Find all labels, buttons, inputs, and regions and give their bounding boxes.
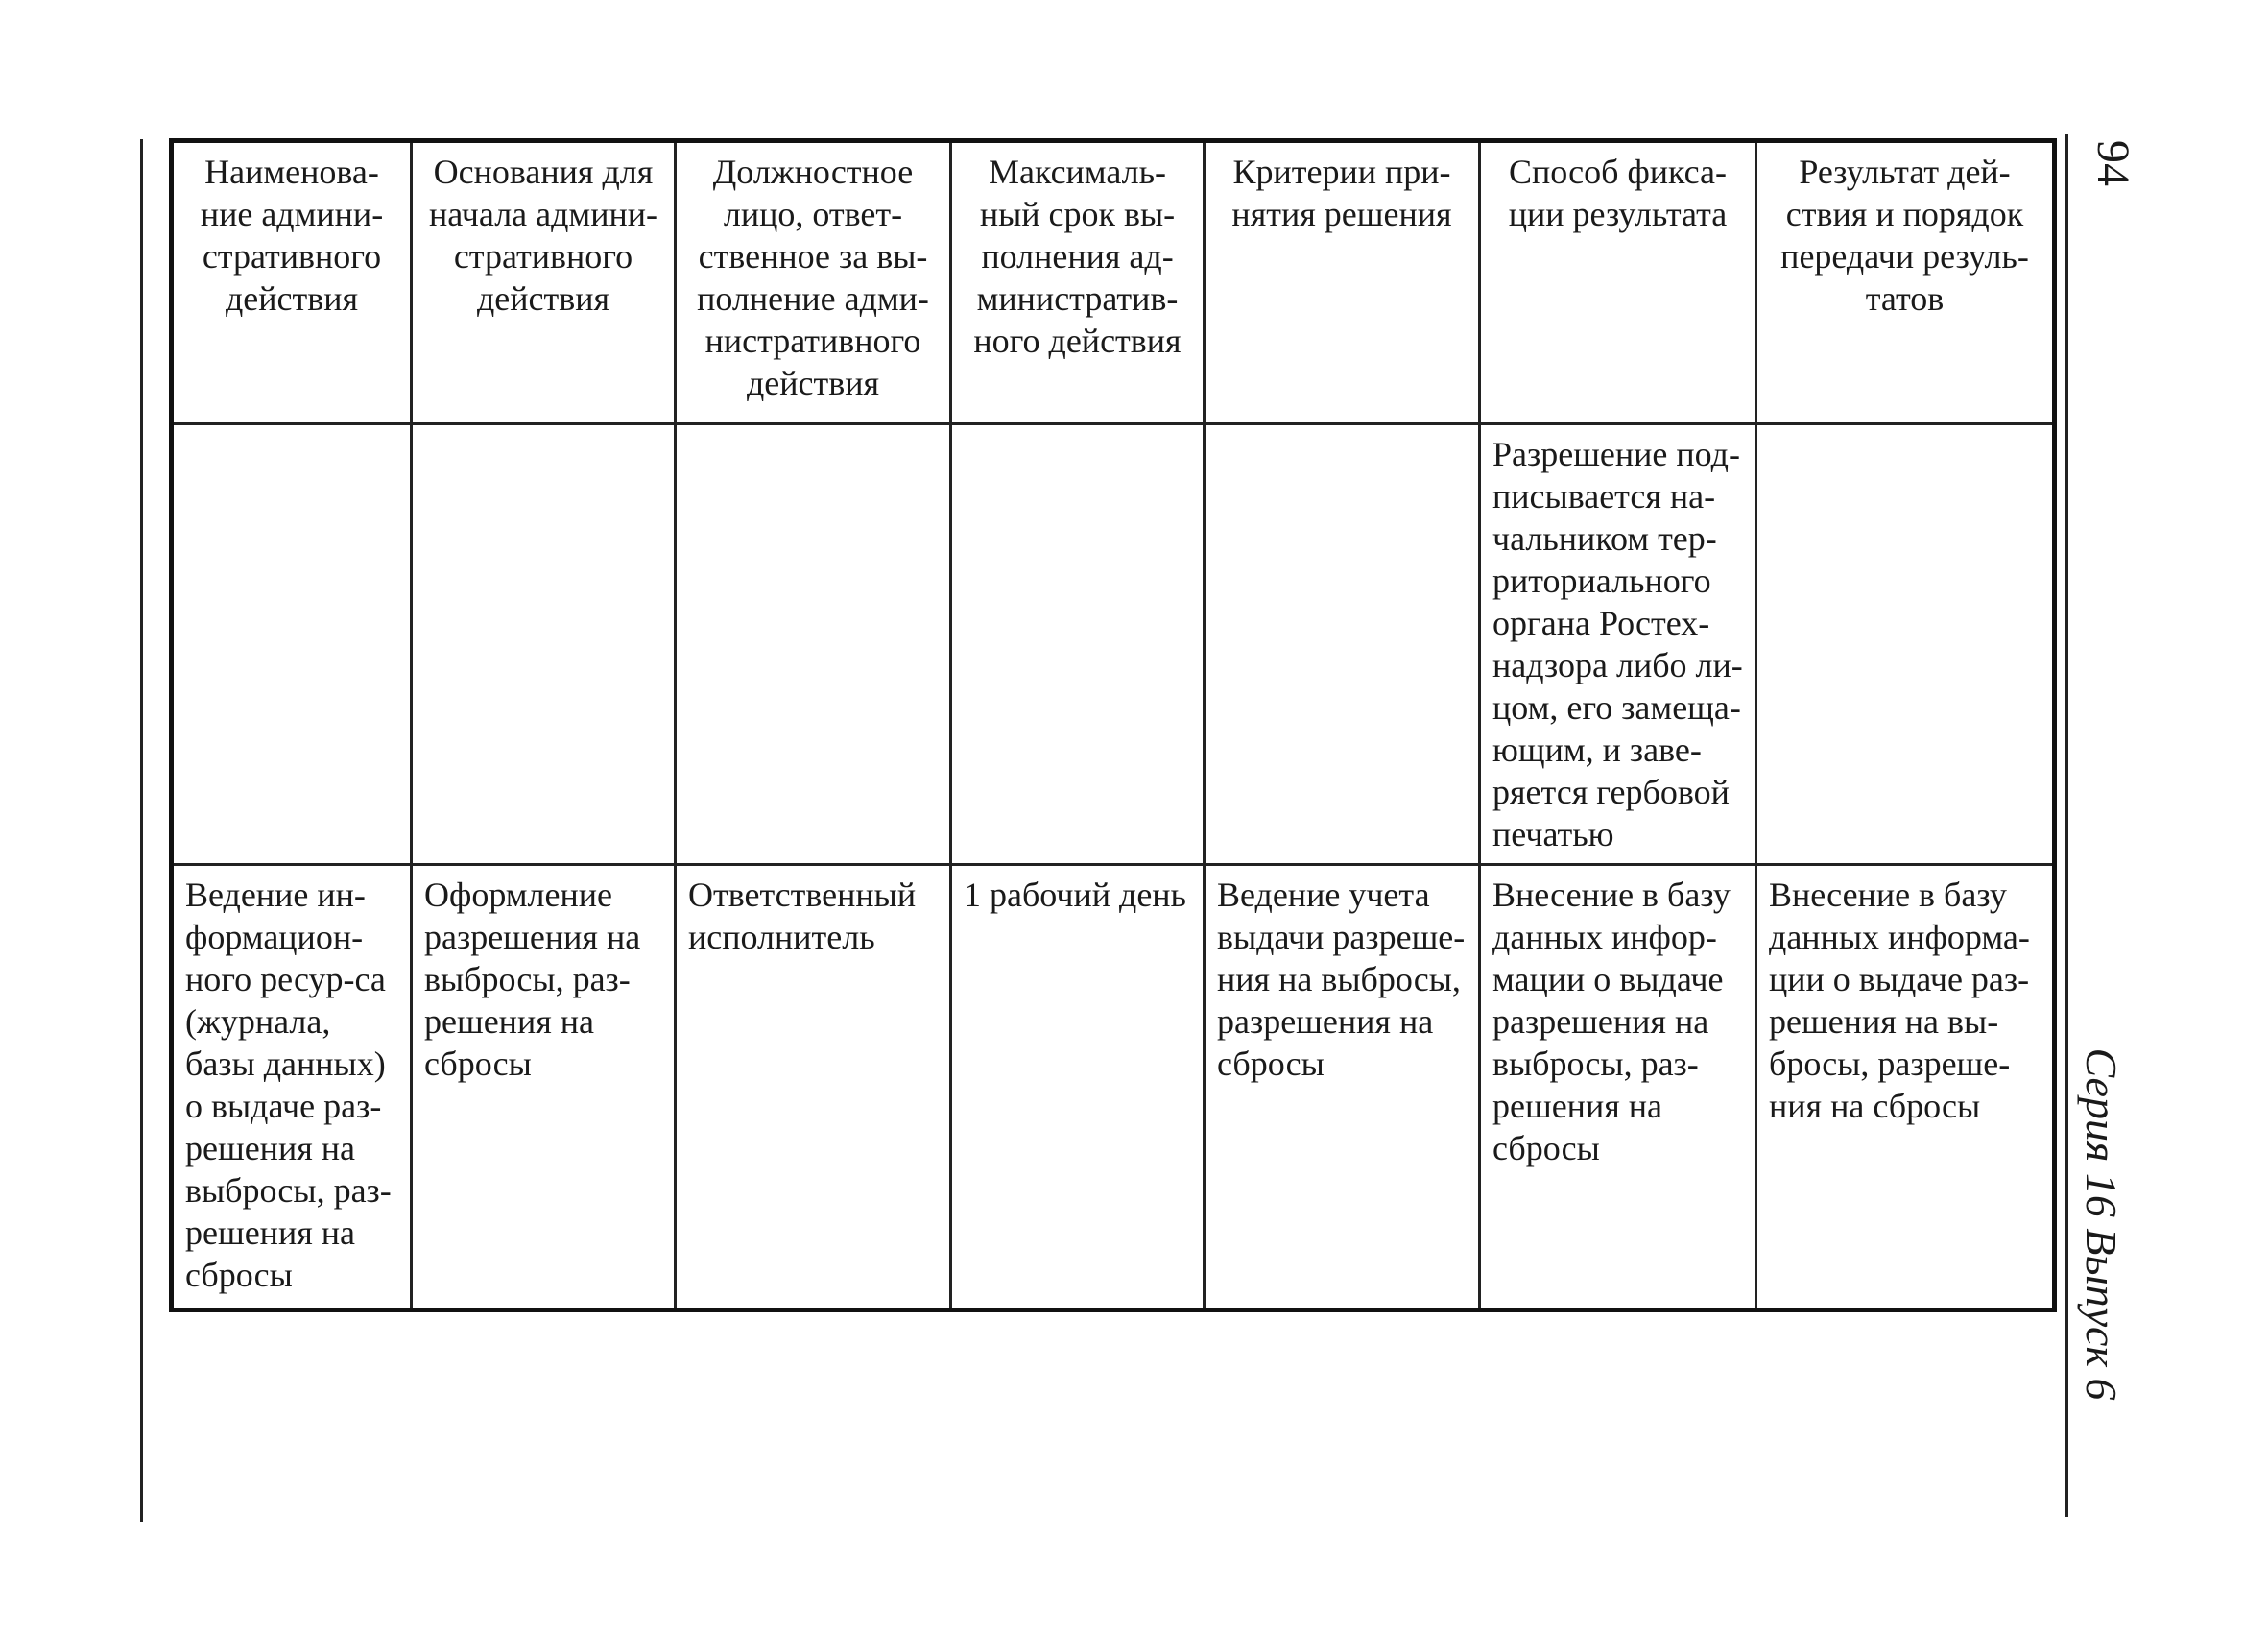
table-header-row [172, 141, 2055, 424]
table-cell: 1 рабочий день [951, 865, 1205, 1310]
table-row [172, 424, 2055, 865]
table-cell: Разрешение под-писывается на-чальником тер-риториального органа Ростех-надзора либо ли-цом, его замеща-ющим, и заве-ряется гербовой печатью [1480, 424, 1756, 865]
table-cell [1756, 424, 2055, 865]
table-cell [951, 424, 1205, 865]
table-cell: Ведение ин-формацион-ного ресур-са (журнала, базы данных) о выдаче раз-решения на выбросы, раз-решения на сбросы [172, 865, 412, 1310]
header-action-name: Наименова-ние админи-стративного действия [172, 141, 412, 424]
table-cell [172, 424, 412, 865]
series-label: Серия 16 Выпуск 6 [2077, 1047, 2127, 1401]
header-max-duration: Максималь-ный срок вы-полнения ад-министратив-ного действия [951, 141, 1205, 424]
left-margin-rule [140, 139, 143, 1522]
header-result-transfer: Результат дей-ствия и порядок передачи резуль-татов [1756, 141, 2055, 424]
header-decision-criteria: Критерии при-нятия решения [1205, 141, 1480, 424]
header-grounds: Основания для начала админи-стративного действия [412, 141, 676, 424]
table-cell: Ответственный исполнитель [676, 865, 951, 1310]
table-cell [1205, 424, 1480, 865]
administrative-actions-table [169, 138, 2057, 1312]
page-number: 94 [2088, 140, 2139, 186]
header-responsible-official: Должностное лицо, ответ-ственное за вы-полнение адми-нистративного действия [676, 141, 951, 424]
table-cell: Ведение учета выдачи разреше-ния на выбросы, разрешения на сбросы [1205, 865, 1480, 1310]
right-margin-rule [2065, 134, 2068, 1517]
table-cell [676, 424, 951, 865]
table-row [172, 865, 2055, 1310]
table-cell [412, 424, 676, 865]
table-cell: Внесение в базу данных инфор-мации о выдаче разрешения на выбросы, раз-решения на сбросы [1480, 865, 1756, 1310]
table-cell: Внесение в базу данных информа-ции о выдаче раз-решения на вы-бросы, разреше-ния на сбросы [1756, 865, 2055, 1310]
header-result-fixation: Способ фикса-ции результата [1480, 141, 1756, 424]
table-cell: Оформление разрешения на выбросы, раз-решения на сбросы [412, 865, 676, 1310]
